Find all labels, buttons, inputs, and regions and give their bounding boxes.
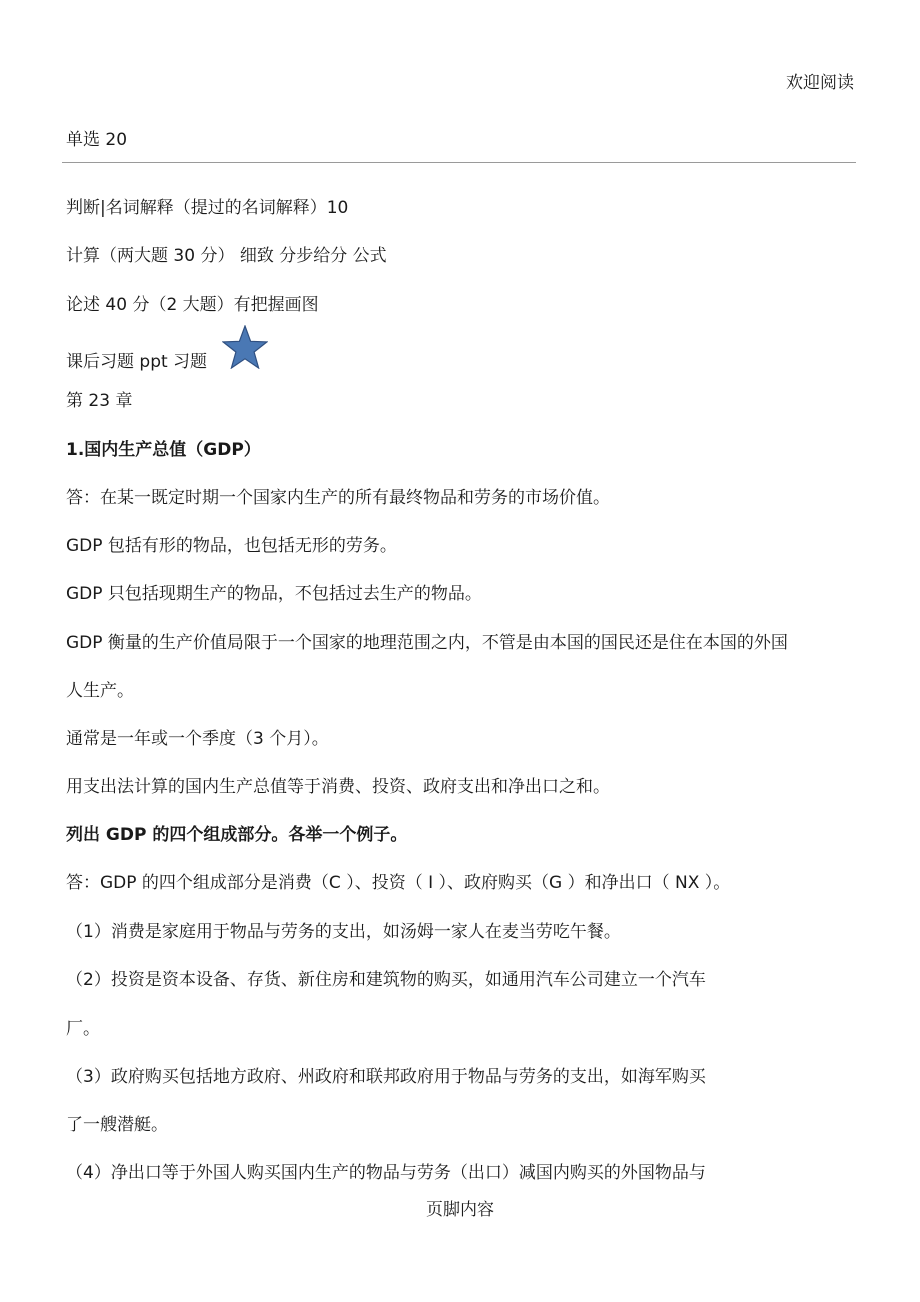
question-title-components: 列出 GDP 的四个组成部分。各举一个例子。	[66, 825, 408, 845]
outline-homework: 课后习题 ppt 习题	[66, 352, 208, 372]
gdp-line-3: GDP 只包括现期生产的物品，不包括过去生产的物品。	[66, 584, 482, 604]
component-item-investment-cont: 厂。	[66, 1019, 100, 1039]
page-header: 欢迎阅读	[786, 73, 854, 93]
outline-calculation: 计算（两大题 30 分） 细致 分步给分 公式	[66, 246, 387, 266]
gdp-line-2: GDP 包括有形的物品，也包括无形的劳务。	[66, 536, 397, 556]
gdp-line-6: 通常是一年或一个季度（3 个月）。	[66, 729, 329, 749]
component-item-government-cont: 了一艘潜艇。	[66, 1115, 168, 1135]
component-item-government: （3）政府购买包括地方政府、州政府和联邦政府用于物品与劳务的支出，如海军购买	[66, 1067, 706, 1087]
outline-essay: 论述 40 分（2 大题）有把握画图	[66, 295, 319, 315]
page-footer: 页脚内容	[426, 1200, 494, 1220]
outline-judgment: 判断|名词解释（提过的名词解释）10	[66, 198, 349, 218]
gdp-line-7: 用支出法计算的国内生产总值等于消费、投资、政府支出和净出口之和。	[66, 777, 610, 797]
components-answer: 答：GDP 的四个组成部分是消费（C ）、投资（ I ）、政府购买（G ）和净出口（ NX ）。	[66, 873, 731, 893]
gdp-line-4: GDP 衡量的生产价值局限于一个国家的地理范围之内，不管是由本国的国民还是住在本国的外国	[66, 633, 788, 653]
gdp-definition: 答：在某一既定时期一个国家内生产的所有最终物品和劳务的市场价值。	[66, 488, 610, 508]
component-item-investment: （2）投资是资本设备、存货、新住房和建筑物的购买，如通用汽车公司建立一个汽车	[66, 970, 706, 990]
star-icon	[222, 325, 268, 369]
header-divider	[62, 162, 856, 163]
outline-single-choice: 单选 20	[66, 130, 128, 150]
component-item-net-exports: （4）净出口等于外国人购买国内生产的物品与劳务（出口）减国内购买的外国物品与	[66, 1163, 706, 1183]
chapter-heading: 第 23 章	[66, 391, 133, 411]
section-title-gdp: 1.国内生产总值（GDP）	[66, 440, 261, 460]
component-item-consumption: （1）消费是家庭用于物品与劳务的支出，如汤姆一家人在麦当劳吃午餐。	[66, 922, 621, 942]
gdp-line-5: 人生产。	[66, 681, 134, 701]
